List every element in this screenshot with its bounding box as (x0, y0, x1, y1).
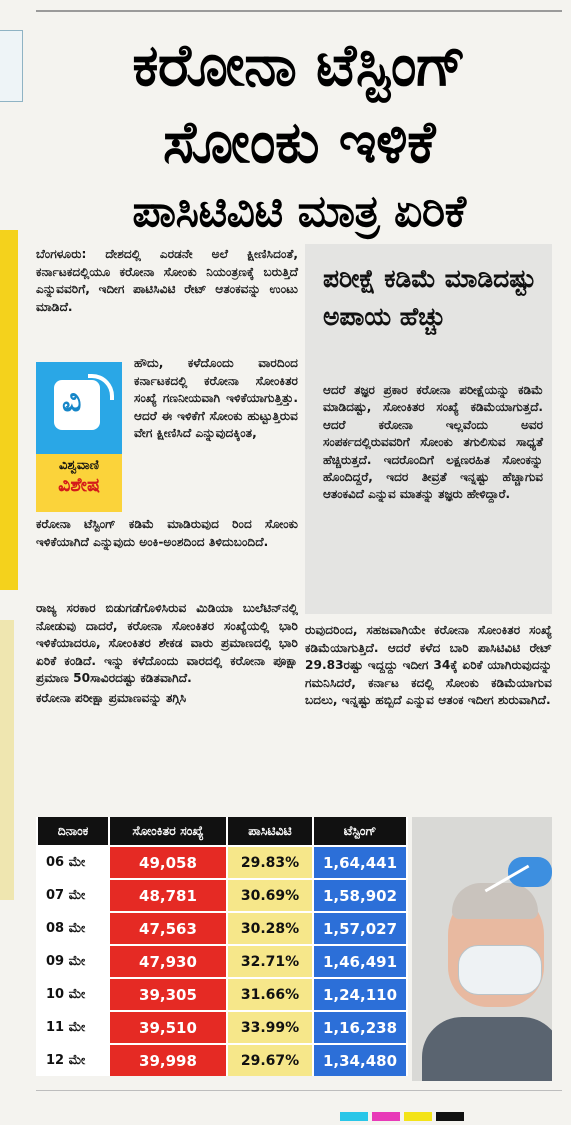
cell-testing: 1,16,238 (314, 1010, 406, 1043)
cell-date: 07 ಮೇ (38, 878, 108, 911)
paragraph-1-text: ದೇಶದಲ್ಲಿ ಎರಡನೇ ಅಲೆ ಕ್ಷೀಣಿಸಿದಂತೆ, ಕರ್ನಾಟಕದಲ್ಲಿಯೂ ಕರೋನಾ ಸೋಂಕು ನಿಯಂತ್ರಣಕ್ಕೆ ಬರುತ್ತಿದೆ ಎನ್ನುವವರಿಗೆ, ಇದೀಗ ಪಾಟಿಸಿವಿಟಿ ರೇಟ್ ಆತಂಕವನ್ನು ಉಂಟು ಮಾಡಿದೆ. (36, 247, 298, 314)
logo-text-block (36, 454, 122, 512)
swatch-black (436, 1112, 464, 1121)
cell-testing: 1,46,491 (314, 944, 406, 977)
cell-cases: 47,930 (110, 944, 226, 977)
swab-test-photo (412, 817, 552, 1081)
article-paragraph-2-rest: ಕರೋನಾ ಟೆಸ್ಟಿಂಗ್ ಕಡಿಮೆ ಮಾಡಿರುವುದ ರಿಂದ ಸೋಂಕು ಇಳಿಕೆಯಾಗಿದೆ ಎನ್ನುವುದು ಅಂಕಿ-ಅಂಶದಿಂದ ತಿಳಿದುಬಂದಿದೆ. (36, 517, 298, 549)
header-positivity: ಪಾಸಿಟಿವಿಟಿ (228, 817, 312, 845)
sidebar-box (305, 244, 552, 614)
logo-icon-block (36, 362, 122, 454)
article-paragraph-5: ರುವುದರಿಂದ, ಸಹಜವಾಗಿಯೇ ಕರೋನಾ ಸೋಂಕಿತರ ಸಂಖ್ಯೆ ಕಡಿಮೆಯಾಗುತ್ತಿದೆ. ಆದರೆ ಕಳೆದ ಬಾರಿ ಪಾಸಿಟಿವಿಟಿ ರೇಟ್ 29.83ರಷ್ಟು ಇದ್ದದ್ದು ಇದೀಗ 34ಕ್ಕೆ ಏರಿಕೆ ಯಾಗಿರುವುದನ್ನು ಗಮನಿಸಿದರೆ, ಕರ್ನಾಟ ಕದಲ್ಲಿ ಸೋಂಕು ಕಡಿಮೆಯಾಗುವ ಬದಲು, ಇನ್ನಷ್ಟು ಹಬ್ಬಿದೆ ಎನ್ನುವ ಆತಂಕ ಇದೀಗ ಶುರುವಾಗಿದೆ. (305, 623, 552, 708)
table-row (38, 845, 406, 878)
adjacent-page-pale-fragment (0, 620, 14, 900)
adjacent-page-fragment (0, 30, 23, 102)
face-mask-icon (458, 945, 542, 995)
header-date: ದಿನಾಂಕ (38, 817, 108, 845)
covid-data-table (36, 817, 408, 1076)
table-row (38, 1043, 406, 1076)
article-column-1-bottom (36, 600, 298, 710)
cell-positivity: 31.66% (228, 977, 312, 1010)
cell-testing: 1,57,027 (314, 911, 406, 944)
table-header-row (38, 817, 406, 845)
swatch-cyan (340, 1112, 368, 1121)
top-rule (36, 10, 562, 12)
article-paragraph-2-wrap: ಹೌದು, ಕಳೆದೊಂದು ವಾರದಿಂದ ಕರ್ನಾಟಕದಲ್ಲಿ ಕರೋನಾ ಸೋಂಕಿತರ ಸಂಖ್ಯೆ ಗಣನೀಯವಾಗಿ ಇಳಿಕೆಯಾಗುತ್ತಿತ್ತು. ಆದರೆ ಈ ಇಳಿಕೆಗೆ ಸೋಂಕು ಹುಟ್ಟುತ್ತಿರುವ ವೇಗ ಕ್ಷೀಣಿಸಿದೆ ಎನ್ನುವುದಕ್ಕಿಂತ, (134, 356, 298, 441)
print-color-swatches (340, 1106, 468, 1115)
sidebar-box-text: ಆದರೆ ತಜ್ಞರ ಪ್ರಕಾರ ಕರೋನಾ ಪರೀಕ್ಷೆಯನ್ನು ಕಡಿಮೆ ಮಾಡಿದಷ್ಟು, ಸೋಂಕಿತರ ಸಂಖ್ಯೆ ಕಡಿಮೆಯಾಗುತ್ತದೆ. ಆದರೆ ಕರೋನಾ ಇಲ್ಲವೆಂದು ಅವರ ಸಂಪರ್ಕದಲ್ಲಿರುವವರಿಗೆ ಸೋಂಕು ತಗುಲಿಸುವ ಸಾಧ್ಯತೆ ಹೆಚ್ಚಿರುತ್ತದೆ. ಇದರೊಂದಿಗೆ ಲಕ್ಷಣರಹಿತ ಸೋಂಕನ್ನು ಹೊಂದಿದ್ದರೆ, ಇದರ ತೀವ್ರತೆ ಇನ್ನಷ್ಟು ಹೆಚ್ಚಾಗುವ ಆತಂಕವಿದೆ ಎನ್ನುವ ಮಾತನ್ನು ತಜ್ಞರು ಹೇಳಿದ್ದಾರೆ. (323, 383, 543, 502)
cell-positivity: 29.83% (228, 845, 312, 878)
cell-testing: 1,34,480 (314, 1043, 406, 1076)
cell-testing: 1,64,441 (314, 845, 406, 878)
cell-cases: 49,058 (110, 845, 226, 878)
cell-cases: 47,563 (110, 911, 226, 944)
headline-line-1: ಕರೋನಾ ಟೆಸ್ಟಿಂಗ್ (132, 31, 466, 99)
cell-cases: 48,781 (110, 878, 226, 911)
logo-brand: ವಿಶ್ವವಾಣಿ (59, 458, 99, 473)
logo-special: ವಿಶೇಷ (58, 474, 100, 496)
cell-positivity: 30.69% (228, 878, 312, 911)
headline-line-2: ಸೋಂಕು ಇಳಿಕೆ (163, 108, 435, 176)
header-cases: ಸೋಂಕಿತರ ಸಂಖ್ಯೆ (110, 817, 226, 845)
cell-date: 11 ಮೇ (38, 1010, 108, 1043)
cell-date: 12 ಮೇ (38, 1043, 108, 1076)
headline-line-3: ಪಾಸಿಟಿವಿಟಿ ಮಾತ್ರ ಏರಿಕೆ (132, 186, 466, 237)
cell-positivity: 32.71% (228, 944, 312, 977)
cell-cases: 39,998 (110, 1043, 226, 1076)
cell-positivity: 30.28% (228, 911, 312, 944)
header-testing: ಟೆಸ್ಟಿಂಗ್ (314, 817, 406, 845)
page-footer-area (0, 1088, 571, 1115)
adjacent-page-yellow-fragment (0, 230, 18, 590)
photo-body-shape (422, 1017, 552, 1081)
table-row (38, 878, 406, 911)
cell-date: 10 ಮೇ (38, 977, 108, 1010)
table-row (38, 1010, 406, 1043)
cell-cases: 39,510 (110, 1010, 226, 1043)
article-column-1-middle (36, 516, 298, 553)
cell-testing: 1,24,110 (314, 977, 406, 1010)
article-paragraph-1 (36, 246, 298, 316)
table-row (38, 944, 406, 977)
cell-positivity: 29.67% (228, 1043, 312, 1076)
logo-glyph: ವಿ (62, 384, 82, 419)
cell-date: 08 ಮೇ (38, 911, 108, 944)
signal-wave-icon (88, 374, 114, 400)
swatch-magenta (372, 1112, 400, 1121)
cell-testing: 1,58,902 (314, 878, 406, 911)
swatch-yellow (404, 1112, 432, 1121)
table-row (38, 911, 406, 944)
table-row (38, 977, 406, 1010)
vishwavani-special-logo (36, 362, 122, 512)
cell-positivity: 33.99% (228, 1010, 312, 1043)
article-column-2 (305, 622, 552, 712)
article-paragraph-3: ರಾಜ್ಯ ಸರಕಾರ ಬಿಡುಗಡೆಗೊಳಿಸಿರುವ ಮಿಡಿಯಾ ಬುಲೆಟಿನ್‌ನಲ್ಲಿ ನೋಡುವು ದಾದರೆ, ಕರೋನಾ ಸೋಂಕಿತರ ಸಂಖ್ಯೆಯಲ್ಲಿ ಭಾರಿ ಇಳಿಕೆಯಾದರೂ, ಸೋಂಕಿತರ ಶೇಕಡ ವಾರು ಪ್ರಮಾಣದಲ್ಲಿ ಭಾರಿ ಏರಿಕೆ ಕಂಡಿದೆ. ಇನ್ನು ಕಳೆದೊಂದು ವಾರದಲ್ಲಿ ಕರೋನಾ ಪೂಕ್ಷಾ ಪ್ರಮಾಣ 50ಸಾವಿರದಷ್ಟು ಕಡಿತವಾಗಿದೆ. (36, 601, 298, 686)
article-paragraph-4: ಕರೋನಾ ಪರೀಕ್ಷಾ ಪ್ರಮಾಣವನ್ನು ತಗ್ಗಿಸಿ (36, 690, 187, 705)
cell-date: 06 ಮೇ (38, 845, 108, 878)
cell-date: 09 ಮೇ (38, 944, 108, 977)
article-column-1-top (36, 246, 298, 318)
photo-hair-shape (452, 883, 538, 919)
sidebar-box-title: ಪರೀಕ್ಷೆ ಕಡಿಮೆ ಮಾಡಿದಷ್ಟು ಅಪಾಯ ಹೆಚ್ಚು (323, 264, 536, 331)
cell-cases: 39,305 (110, 977, 226, 1010)
bottom-rule (36, 1090, 562, 1091)
dateline: ಬೆಂಗಳೂರು: (36, 247, 87, 261)
